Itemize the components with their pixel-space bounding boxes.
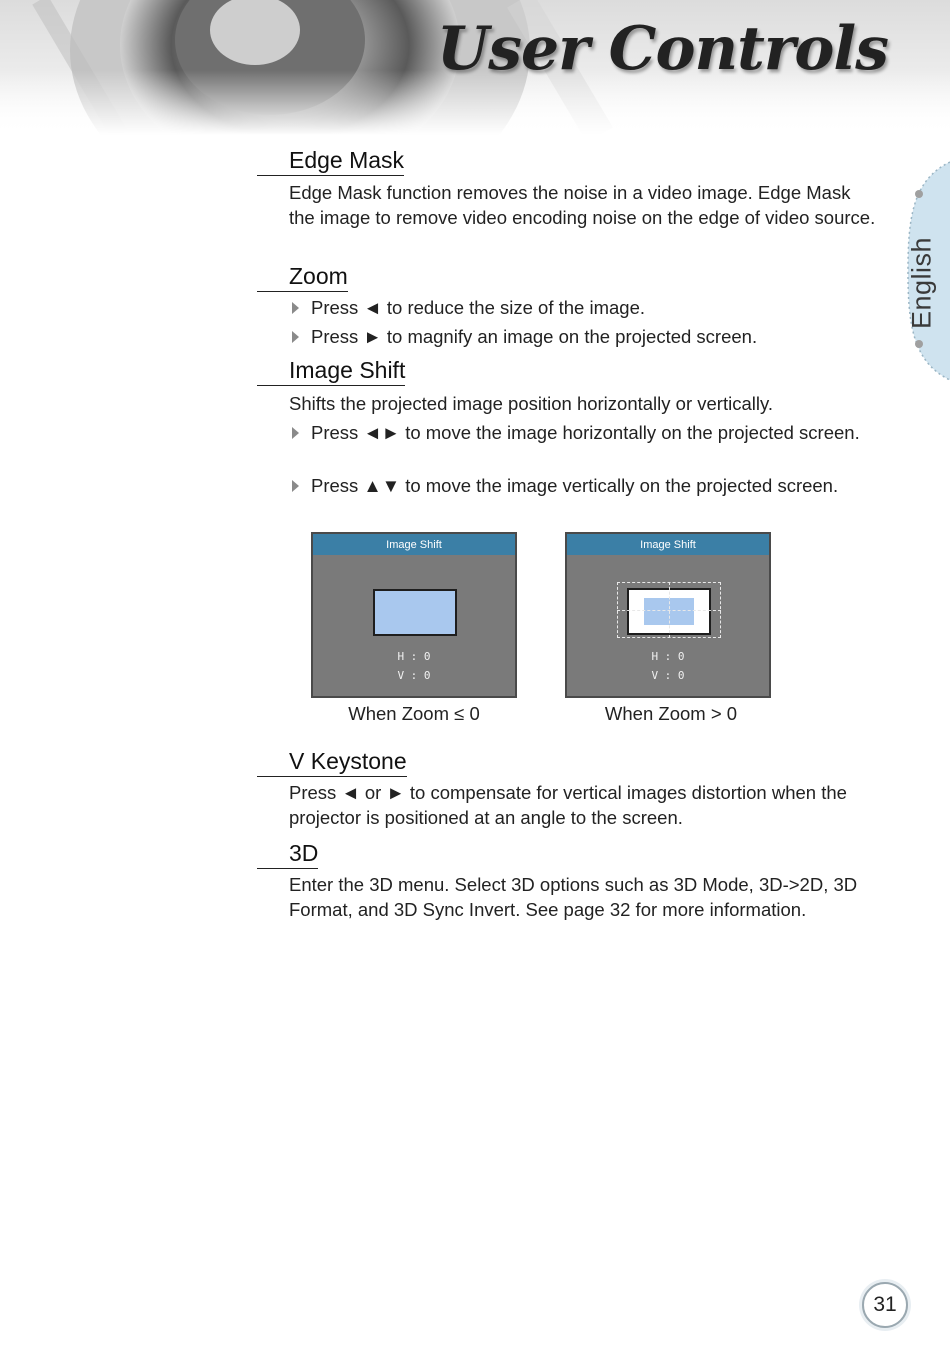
osd-title: Image Shift	[567, 534, 769, 555]
osd-caption: When Zoom ≤ 0	[348, 703, 480, 724]
bullet-icon	[292, 302, 299, 314]
osd-v-value: V : 0	[397, 669, 431, 682]
dot-icon	[915, 190, 923, 198]
osd-title: Image Shift	[313, 534, 515, 555]
list-item: Press ◄► to move the image horizontally on the projected screen.	[292, 421, 881, 444]
image-shift-body: Shifts the projected image position horizontally or vertically.	[289, 393, 773, 414]
osd-caption: When Zoom > 0	[604, 703, 738, 724]
guide-line	[617, 610, 721, 611]
language-label: English	[906, 236, 937, 330]
edge-mask-heading: Edge Mask	[257, 146, 404, 174]
list-item: Press ▲▼ to move the image vertically on the projected screen.	[292, 474, 881, 497]
osd-screen-zoom-gt-0	[565, 532, 771, 698]
page-header	[0, 0, 950, 135]
image-shift-heading: Image Shift	[257, 356, 405, 384]
bullet-icon	[292, 480, 299, 492]
list-item: Press ◄ to reduce the size of the image.	[292, 296, 881, 319]
dot-icon	[915, 340, 923, 348]
edge-mask-body: Edge Mask function removes the noise in a video image. Edge Mask the image to remove video encoding noise on the edge of video source.	[289, 182, 876, 228]
image-frame	[373, 589, 457, 636]
zoom-heading: Zoom	[257, 262, 348, 290]
v-keystone-heading: V Keystone	[257, 747, 407, 775]
3d-body: Enter the 3D menu. Select 3D options such as 3D Mode, 3D->2D, 3D Format, and 3D Sync Invert. See page 32 for more information.	[289, 874, 858, 920]
osd-screen-zoom-le-0	[311, 532, 517, 698]
osd-h-value: H : 0	[651, 650, 685, 663]
osd-v-value: V : 0	[651, 669, 685, 682]
v-keystone-body: Press ◄ or ► to compensate for vertical images distortion when the projector is positioned at an angle to the screen.	[289, 782, 847, 828]
bullet-icon	[292, 331, 299, 343]
page-number: 31	[862, 1282, 908, 1328]
bullet-icon	[292, 427, 299, 439]
osd-h-value: H : 0	[397, 650, 431, 663]
list-item: Press ► to magnify an image on the projected screen.	[292, 325, 881, 348]
3d-heading: 3D	[257, 839, 318, 867]
page-title: User Controls	[436, 14, 888, 84]
